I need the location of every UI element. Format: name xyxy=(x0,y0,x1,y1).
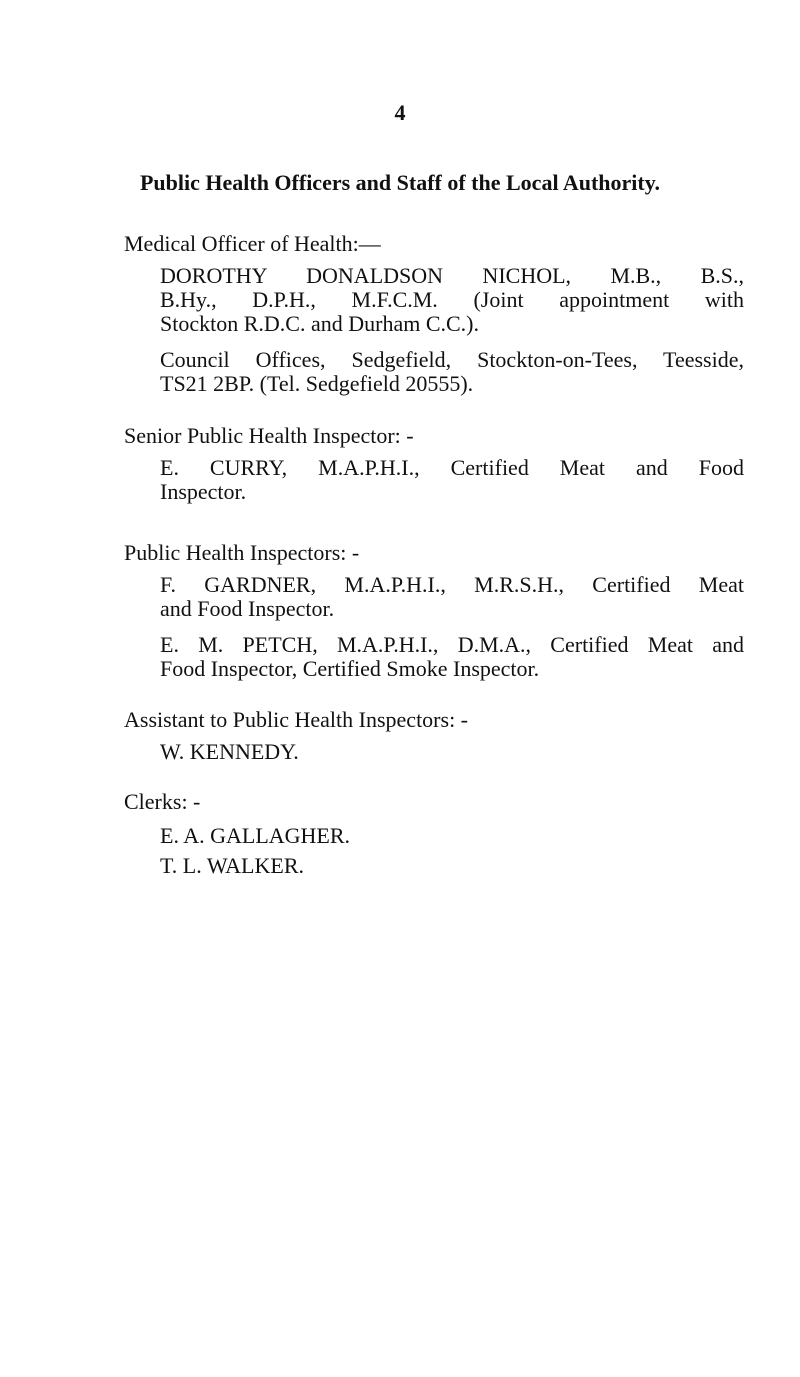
entry-line: Council Offices, Sedgefield, Stockton-on-Tees, Teesside, xyxy=(160,347,744,372)
entry-line: F. GARDNER, M.A.P.H.I., M.R.S.H., Certified Meat xyxy=(160,572,744,597)
document-title: Public Health Officers and Staff of the Local Authority. xyxy=(139,170,661,195)
section-heading: Clerks: - xyxy=(124,789,201,814)
entry-line: Stockton R.D.C. and Durham C.C.). xyxy=(160,311,479,336)
page-number: 4 xyxy=(394,100,406,125)
section-clerks xyxy=(124,790,744,878)
entry-line: TS21 2BP. (Tel. Sedgefield 20555). xyxy=(160,371,474,396)
entry-line: Food Inspector, Certified Smoke Inspector. xyxy=(160,656,540,681)
entry-line: DOROTHY DONALDSON NICHOL, M.B., B.S., xyxy=(160,263,744,288)
officer-entry xyxy=(160,264,744,336)
entry-line: and Food Inspector. xyxy=(160,596,335,621)
officer-entry xyxy=(160,573,744,621)
section-inspectors xyxy=(124,541,744,681)
section-medical-officer xyxy=(124,232,744,396)
officer-entry: W. KENNEDY. xyxy=(160,739,299,764)
address-entry xyxy=(160,348,744,396)
officer-entry: T. L. WALKER. xyxy=(160,853,304,878)
section-heading: Medical Officer of Health:— xyxy=(124,231,381,256)
officer-entry xyxy=(160,456,744,504)
section-assistant xyxy=(124,708,744,764)
officer-entry: E. A. GALLAGHER. xyxy=(160,823,351,848)
entry-line: Inspector. xyxy=(160,479,247,504)
officer-entry xyxy=(160,633,744,681)
section-heading: Assistant to Public Health Inspectors: - xyxy=(124,707,469,732)
entry-line: E. CURRY, M.A.P.H.I., Certified Meat and Food xyxy=(160,455,744,480)
entry-line: B.Hy., D.P.H., M.F.C.M. (Joint appointment with xyxy=(160,287,744,312)
section-senior-inspector xyxy=(124,424,744,504)
section-heading: Senior Public Health Inspector: - xyxy=(124,423,414,448)
entry-line: E. M. PETCH, M.A.P.H.I., D.M.A., Certified Meat and xyxy=(160,632,744,657)
section-heading: Public Health Inspectors: - xyxy=(124,540,360,565)
